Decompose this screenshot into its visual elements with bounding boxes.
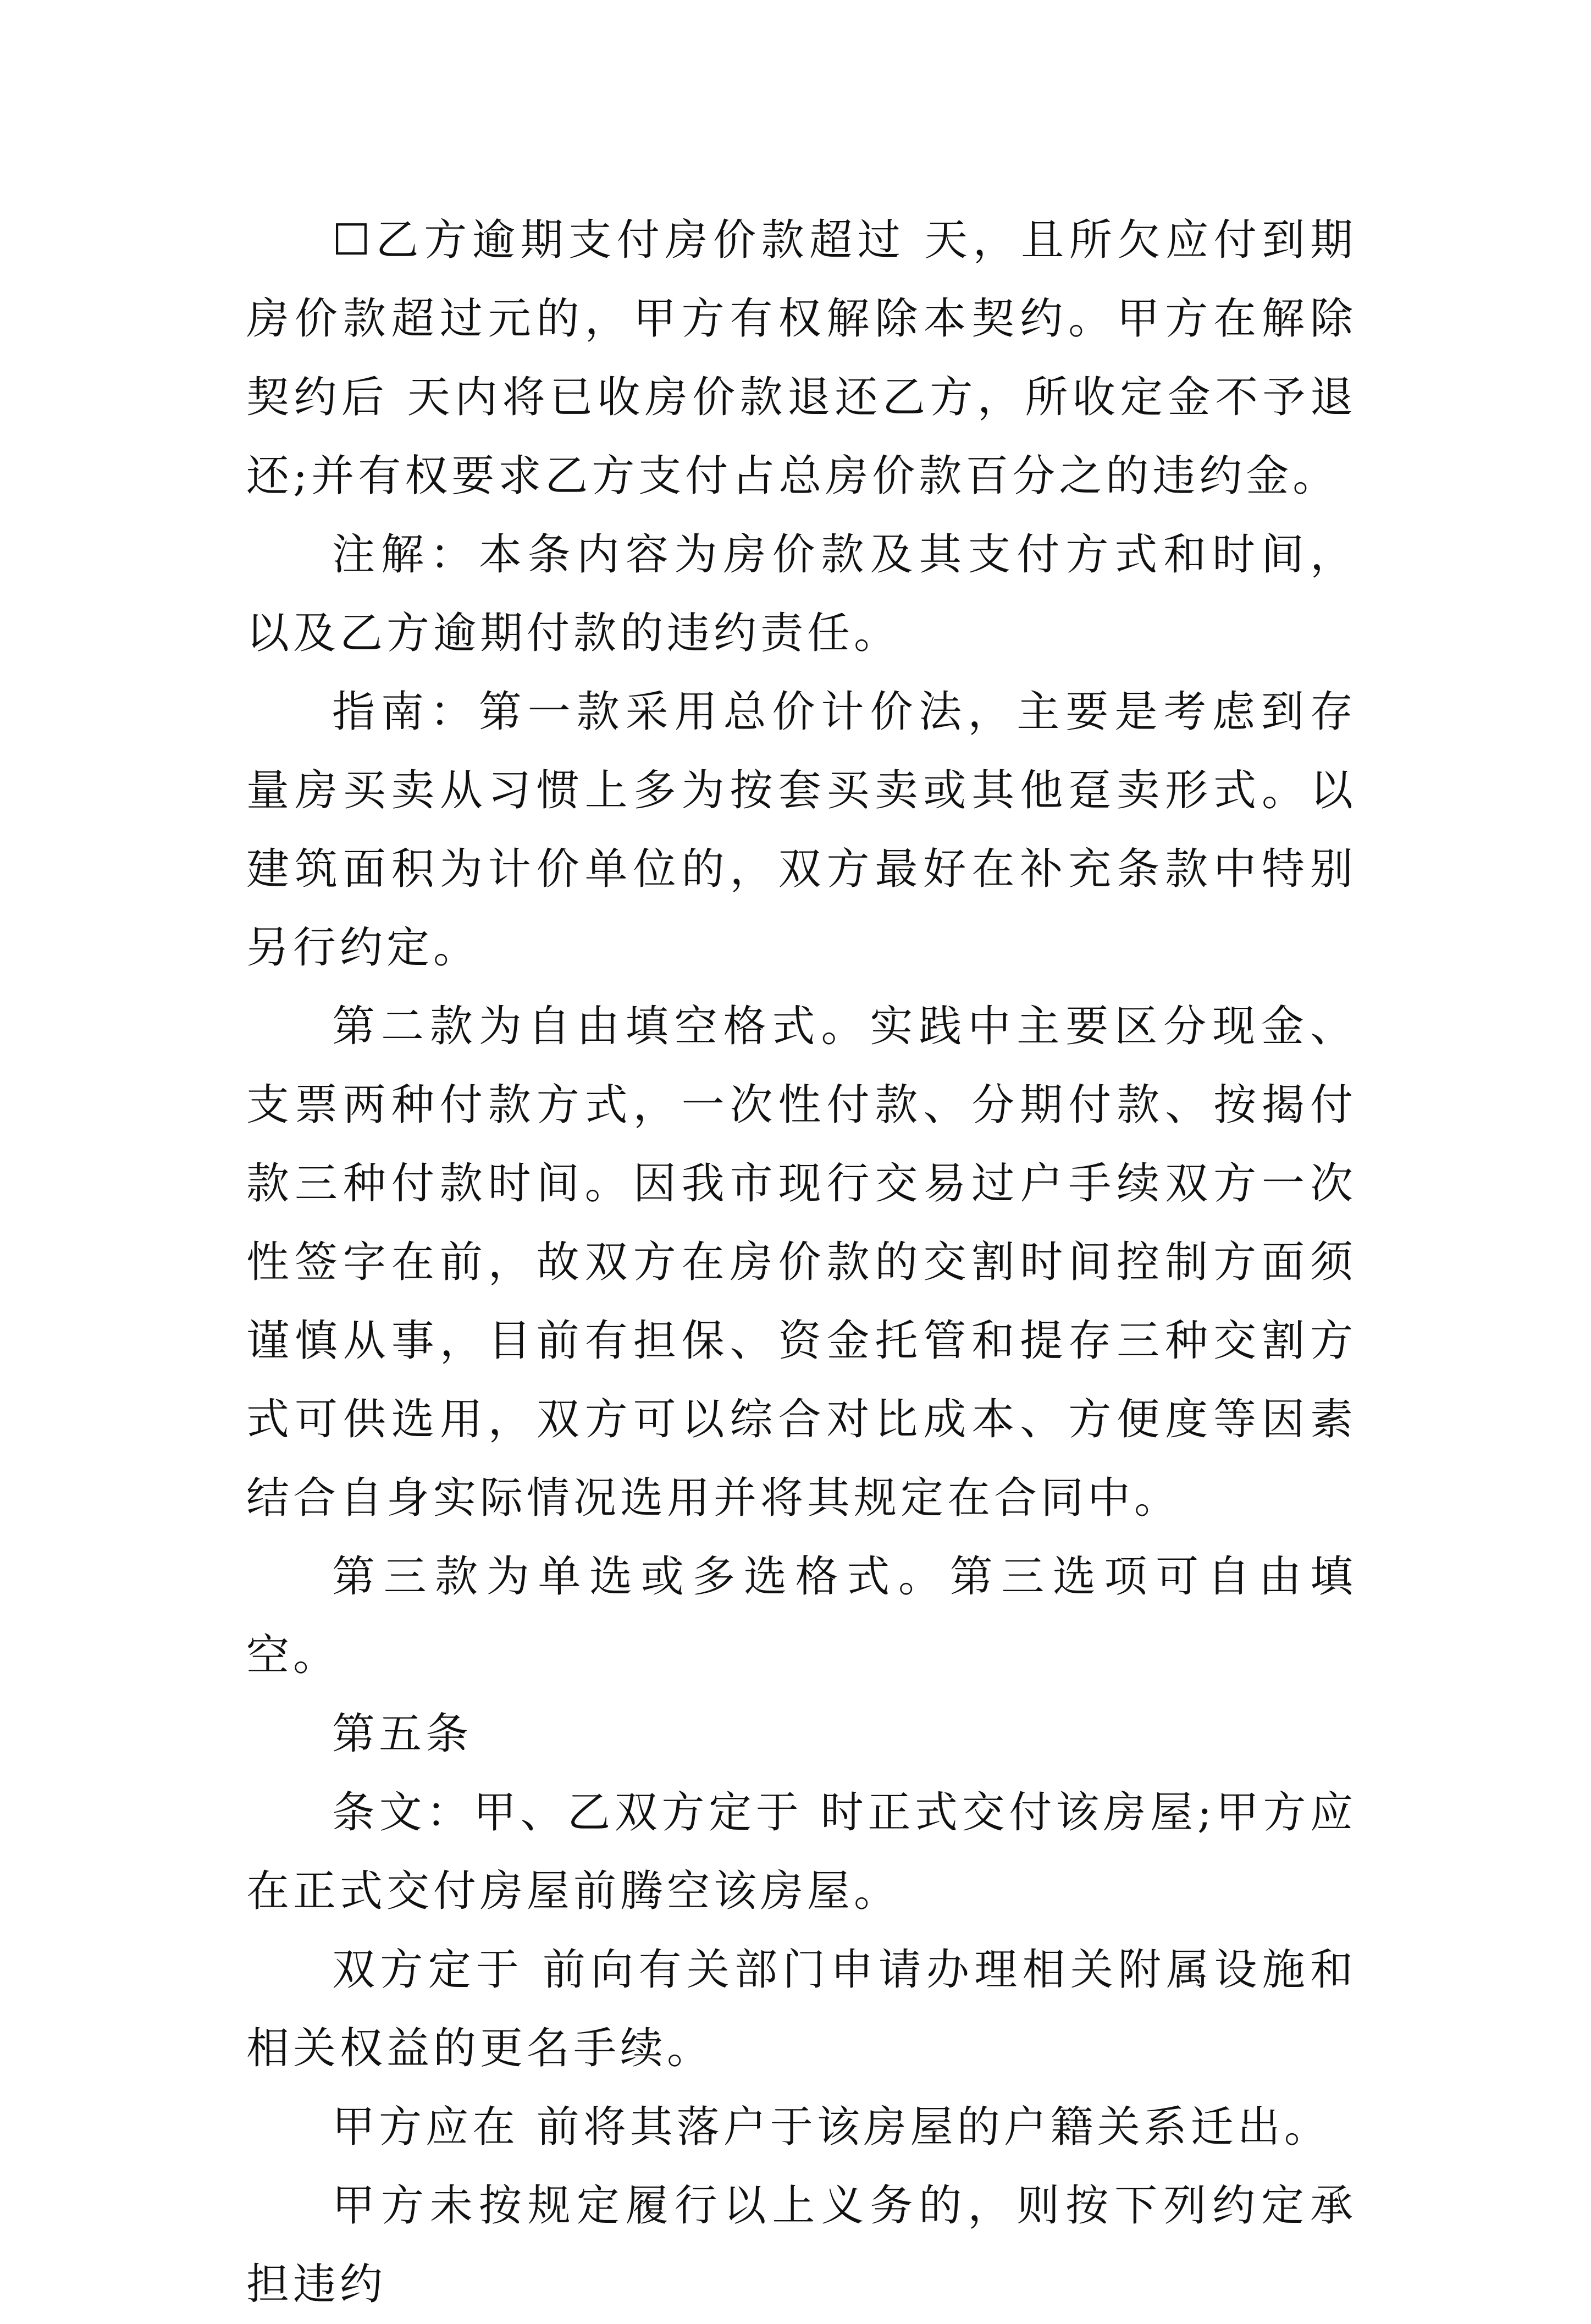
paragraph-annotation: 注解：本条内容为房价款及其支付方式和时间，以及乙方逾期付款的违约责任。: [246, 530, 1357, 658]
paragraph-overdue-payment: ☐乙方逾期支付房价款超过 天，且所欠应付到期房价款超过元的，甲方有权解除本契约。甲方在解除契约后 天内将已收房价款退还乙方，所收定金不予退还;并有权要求乙方支付占总房价款百分之的违约金。: [246, 216, 1357, 501]
article-heading: 第五条: [332, 1709, 473, 1759]
document-body: [246, 201, 1357, 2324]
paragraph-second-clause: 第二款为自由填空格式。实践中主要区分现金、支票两种付款方式，一次性付款、分期付款、按揭付款三种付款时间。因我市现行交易过户手续双方一次性签字在前，故双方在房价款的交割时间控制方面须谨慎从事，目前有担保、资金托管和提存三种交割方式可供选用，双方可以综合对比成本、方便度等因素结合自身实际情况选用并将其规定在合同中。: [246, 1002, 1357, 1523]
paragraph-breach-liability: 甲方未按规定履行以上义务的，则按下列约定承担违约: [246, 2181, 1357, 2309]
paragraph-guide-first-clause: 指南：第一款采用总价计价法，主要是考虑到存量房买卖从习惯上多为按套买卖或其他趸卖形式。以建筑面积为计价单位的，双方最好在补充条款中特别另行约定。: [246, 687, 1357, 973]
paragraph-third-clause: 第三款为单选或多选格式。第三选项可自由填空。: [246, 1552, 1357, 1680]
paragraph-household-registration: 甲方应在 前将其落户于该房屋的户籍关系迁出。: [332, 2102, 1331, 2152]
paragraph-article-text: 条文：甲、乙双方定于 时正式交付该房屋;甲方应在正式交付房屋前腾空该房屋。: [246, 1788, 1357, 1916]
paragraph-rename-procedures: 双方定于 前向有关部门申请办理相关附属设施和相关权益的更名手续。: [246, 1945, 1357, 2073]
